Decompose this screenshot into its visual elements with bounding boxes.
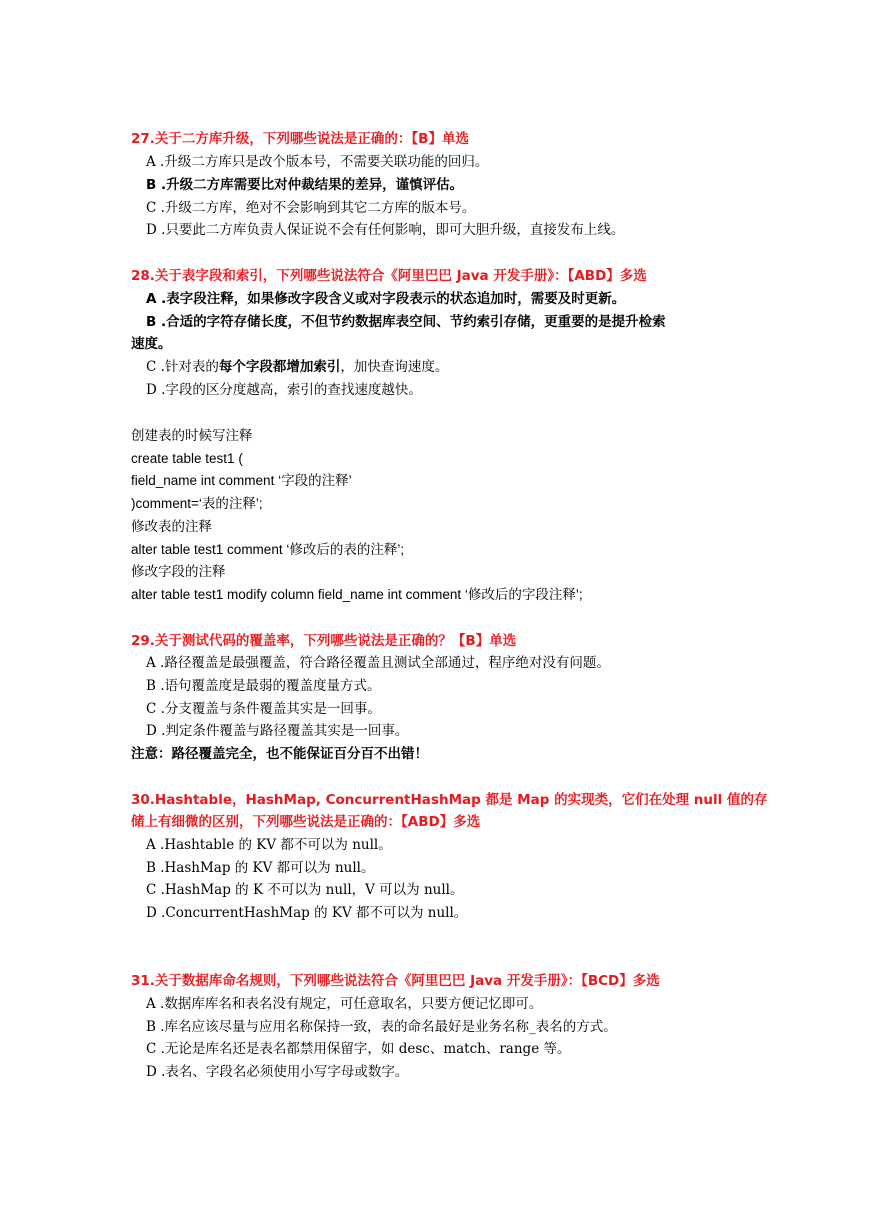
question-28-title: 28.关于表字段和索引，下列哪些说法符合《阿里巴巴 Java 开发手册》：【ABD】多选 [131,268,647,284]
question-28-option-c [146,357,448,377]
question-30-title-line1: 30.Hashtable，HashMap, ConcurrentHashMap 都是 Map 的实现类，它们在处理 null 值的存 [131,792,768,808]
question-29-title: 29.关于测试代码的覆盖率，下列哪些说法是正确的？【B】单选 [131,633,517,649]
question-28-option-b-line1: B .合适的字符存储长度，不但节约数据库表空间、节约索引存储，更重要的是提升检索 [146,314,666,330]
question-29-option-b: B .语句覆盖度是最弱的覆盖度量方式。 [146,678,381,694]
question-31-title: 31.关于数据库命名规则，下列哪些说法符合《阿里巴巴 Java 开发手册》：【BCD】多选 [131,973,660,989]
sql-alter-field-comment: alter table test1 modify column field_name int comment ‘修改后的字段注释’; [131,587,583,602]
question-28-option-c-bold: 每个字段都增加索引 [218,359,341,375]
question-28-option-c-post: ，加快查询速度。 [340,359,449,375]
question-28-option-d: D .字段的区分度越高，索引的查找速度越快。 [146,382,422,398]
note-create-table-comment: 创建表的时候写注释 [131,428,253,444]
question-30-option-d: D .ConcurrentHashMap 的 KV 都不可以为 null。 [146,905,468,921]
question-27-option-d: D .只要此二方库负责人保证说不会有任何影响，即可大胆升级，直接发布上线。 [146,222,625,238]
question-31-option-a: A .数据库库名和表名没有规定，可任意取名，只要方便记忆即可。 [146,996,543,1012]
question-29-note: 注意：路径覆盖完全，也不能保证百分百不出错！ [131,746,428,762]
sql-create-table: create table test1 ( [131,451,243,466]
question-30-option-b: B .HashMap 的 KV 都可以为 null。 [146,860,375,876]
sql-field-comment: field_name int comment ‘字段的注释’ [131,473,352,488]
question-27-option-c: C .升级二方库，绝对不会影响到其它二方库的版本号。 [146,200,476,216]
question-27-title: 27.关于二方库升级，下列哪些说法是正确的：【B】单选 [131,131,469,147]
note-alter-field-comment: 修改字段的注释 [131,564,226,580]
question-27-option-a: A .升级二方库只是改个版本号，不需要关联功能的回归。 [146,154,489,170]
sql-table-comment: )comment=‘表的注释’; [131,496,263,511]
question-28-option-a: A .表字段注释，如果修改字段含义或对字段表示的状态追加时，需要及时更新。 [146,291,626,307]
question-29-option-c: C .分支覆盖与条件覆盖其实是一回事。 [146,701,381,717]
question-29-option-d: D .判定条件覆盖与路径覆盖其实是一回事。 [146,723,409,739]
question-27-option-b: B .升级二方库需要比对仲裁结果的差异，谨慎评估。 [146,177,464,193]
question-28-option-c-pre: C .针对表的 [146,359,219,375]
question-28-option-b-line2: 速度。 [131,336,172,352]
question-31-option-d: D .表名、字段名必须使用小写字母或数字。 [146,1064,409,1080]
question-30-title-line2: 储上有细微的区别，下列哪些说法是正确的：【ABD】多选 [131,814,481,830]
question-29-option-a: A .路径覆盖是最强覆盖，符合路径覆盖且测试全部通过，程序绝对没有问题。 [146,655,610,671]
note-alter-table-comment: 修改表的注释 [131,519,212,535]
question-31-option-c: C .无论是库名还是表名都禁用保留字，如 desc、match、range 等。 [146,1041,571,1057]
question-30-option-c: C .HashMap 的 K 不可以为 null，V 可以为 null。 [146,882,464,898]
sql-alter-table-comment: alter table test1 comment ‘修改后的表的注释’; [131,542,405,557]
question-31-option-b: B .库名应该尽量与应用名称保持一致，表的命名最好是业务名称_表名的方式。 [146,1019,617,1035]
question-30-option-a: A .Hashtable 的 KV 都不可以为 null。 [146,837,392,853]
